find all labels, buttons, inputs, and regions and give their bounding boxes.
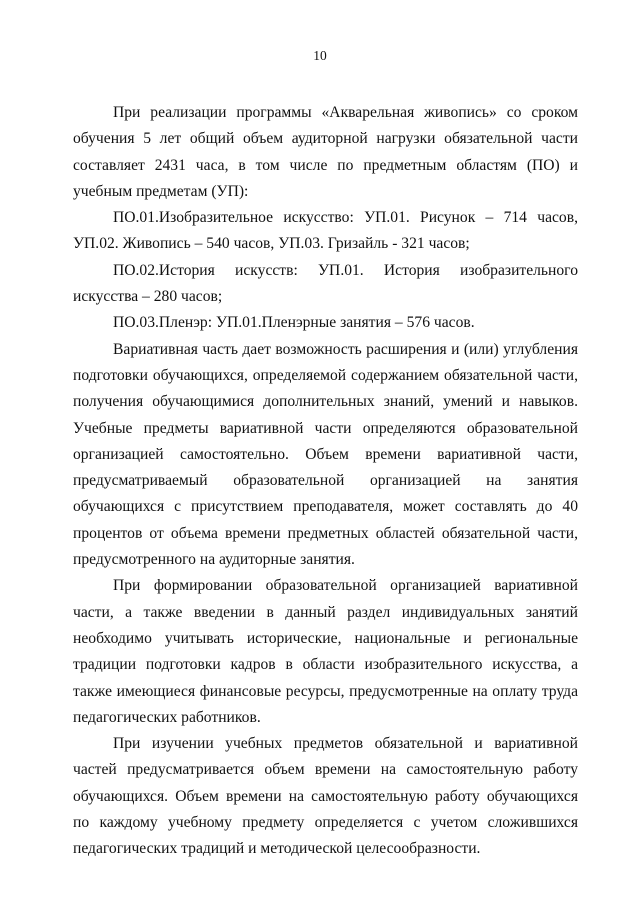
paragraph-variative-part: Вариативная часть дает возможность расширения и (или) углубления подготовки обучающихся, определяемой содержанием обязательной части, получения обучающимися дополнительных знаний, умений и навыков. Учебные предметы вариативной части определяются образовательной организацией самостоятельно. Объем времени вариативной части, предусматриваемый образовательной организацией на занятия обучающихся с присутствием преподавателя, может составлять до 40 процентов от объема времени предметных областей обязательной части, предусмотренного на аудиторные занятия. [73,340,578,569]
document-body [73,100,578,863]
paragraph-variative-formation: При формировании образовательной организацией вариативной части, а также введении в данный раздел индивидуальных занятий необходимо учитывать исторические, национальные и региональные традиции подготовки кадров в области изобразительного искусства, а также имеющиеся финансовые ресурсы, предусмотренные на оплату труда педагогических работников. [73,577,578,726]
paragraph-self-study: При изучении учебных предметов обязательной и вариативной частей предусматривается объем времени на самостоятельную работу обучающихся. Объем времени на самостоятельную работу обучающихся по каждому учебному предмету определяется с учетом сложившихся педагогических традиций и методической целесообразности. [73,735,578,858]
paragraph-program-hours: При реализации программы «Акварельная живопись» со сроком обучения 5 лет общий объем аудиторной нагрузки обязательной части составляет 2431 часа, в том числе по предметным областям (ПО) и учебным предметам (УП): [73,104,578,200]
paragraph-po03: ПО.03.Пленэр: УП.01.Пленэрные занятия – 576 часов. [113,314,475,332]
paragraph-po01: ПО.01.Изобразительное искусство: УП.01. Рисунок – 714 часов, УП.02. Живопись – 540 часов, УП.03. Гризайль - 321 часов; [73,209,578,253]
page-number: 10 [313,48,327,63]
paragraph-po02: ПО.02.История искусств: УП.01. История изобразительного искусства – 280 часов; [73,261,578,306]
